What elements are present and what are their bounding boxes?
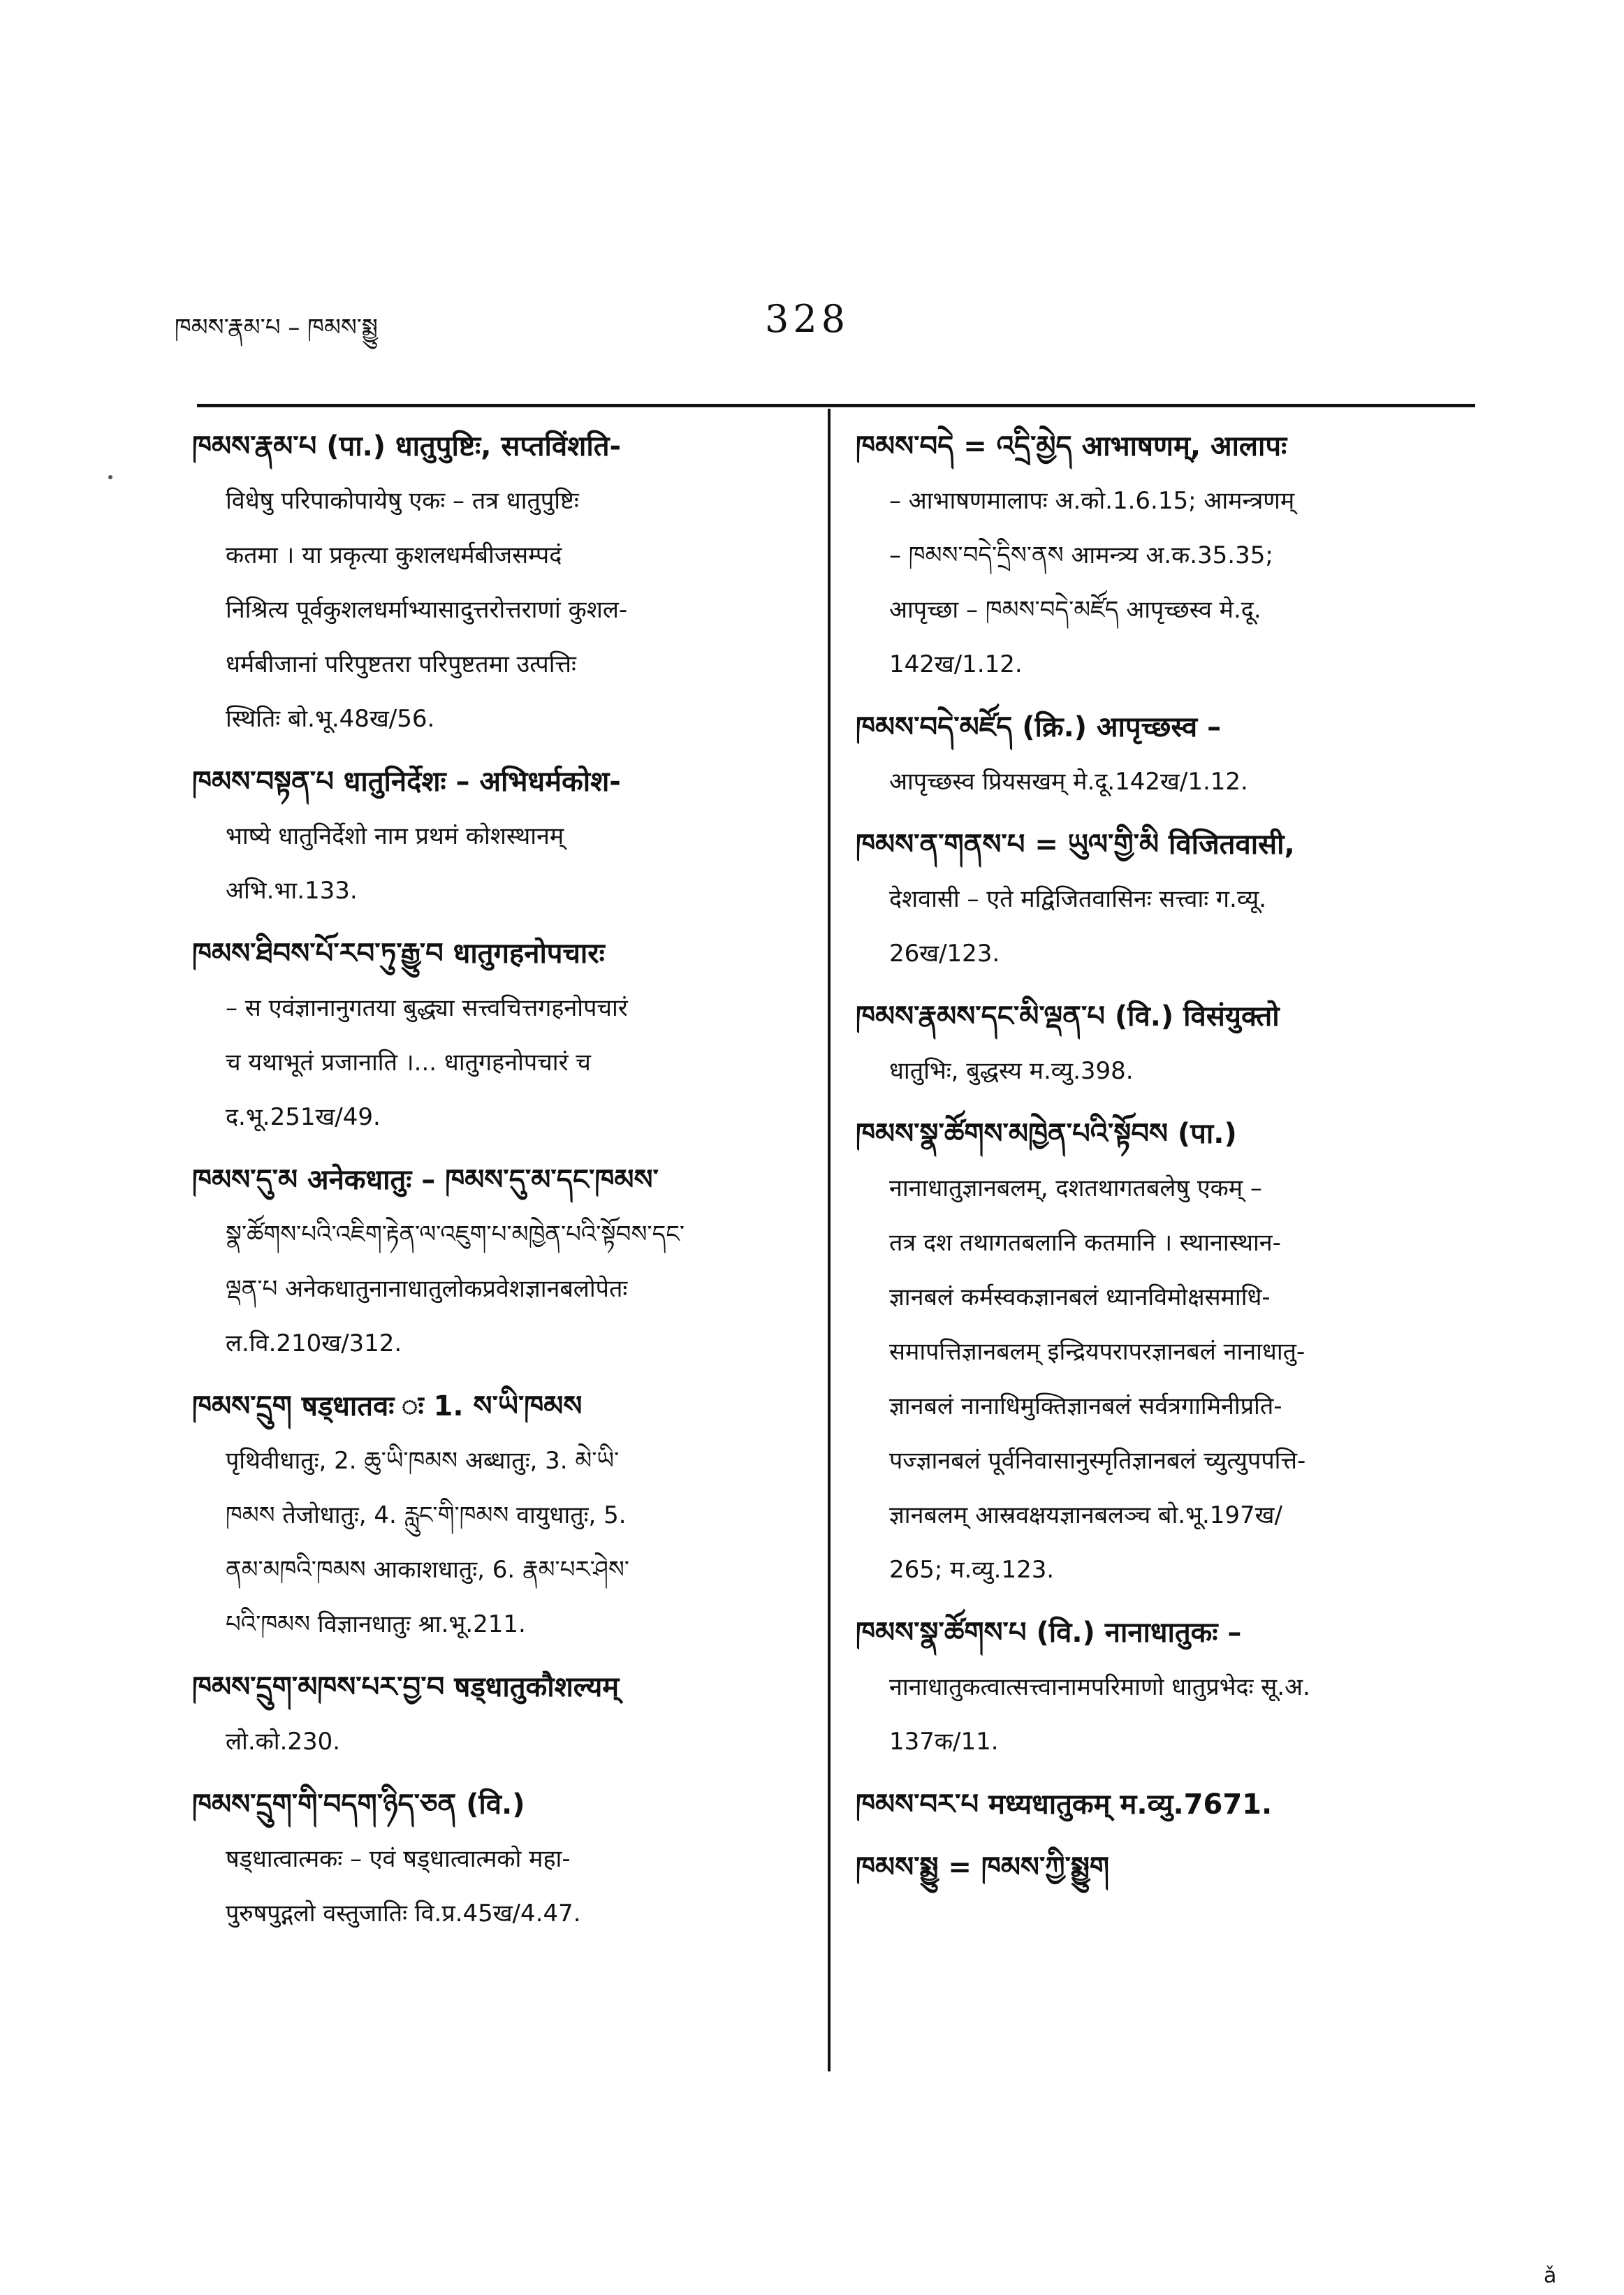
- dictionary-entry: [192, 1660, 807, 1769]
- entry-text-line: धातुभिः, बुद्धस्य म.व्यु.398.: [889, 1057, 1134, 1085]
- corner-mark: ǎ: [1544, 2264, 1557, 2288]
- entry-text-line: नानाधातुज्ञानबलम्, दशतथागतबलेषु एकम् –: [889, 1174, 1262, 1202]
- dictionary-entry: [856, 1840, 1470, 1895]
- entry-headword-line: ཁམས་ཐིབས་པོ་རབ་ཏུ་རྒྱུ་བ धातुगहनोपचारः: [192, 938, 605, 970]
- dictionary-entry: [856, 419, 1470, 692]
- entry-text-line: 26ख/123.: [889, 940, 1000, 968]
- entry-headword-line: ཁམས་སྨྱུ = ཁམས་ཀྱི་སྨྱུག: [856, 1851, 1110, 1884]
- dictionary-entry: [192, 419, 807, 746]
- entry-text-line: आपृच्छा – ཁམས་བདེ་མཛོད आपृच्छस्व मे.दू.: [889, 596, 1261, 624]
- dictionary-entry: [856, 817, 1470, 981]
- entry-text-line: स्थितिः बो.भू.48ख/56.: [226, 705, 435, 733]
- entry-text-line: विधेषु परिपाकोपायेषु एकः – तत्र धातुपुष्टिः: [226, 487, 579, 515]
- entry-headword-line: ཁམས་བསྟན་པ धातुनिर्देशः – अभिधर्मकोश-: [192, 766, 621, 798]
- entry-headword-line: ཁམས་བདེ = འདྲི་མྱེད आभाषणम्, आलापः: [856, 430, 1287, 462]
- left-column: [192, 419, 807, 1949]
- entry-text-line: नानाधातुकत्वात्सत्त्वानामपरिमाणो धातुप्रभेदः सू.अ.: [889, 1673, 1310, 1701]
- entry-text-line: པའི་ཁམས विज्ञानधातुः श्रा.भू.211.: [226, 1610, 526, 1638]
- dictionary-entry: [856, 1107, 1470, 1597]
- entry-text-line: – स एवंज्ञानानुगतया बुद्ध्या सत्त्वचित्तगहनोपचारं: [226, 994, 628, 1022]
- dictionary-entry: [856, 1605, 1470, 1769]
- entry-headword-line: ཁམས་སྣ་ཚོགས་པ (वि.) नानाधातुकः –: [856, 1617, 1242, 1649]
- entry-text-line: षड्धात्वात्मकः – एवं षड्धात्वात्मको महा-: [226, 1845, 571, 1873]
- entry-text-line: भाष्ये धातुनिर्देशो नाम प्रथमं कोशस्थानम्: [226, 822, 564, 850]
- entry-text-line: ज्ञानबलं नानाधिमुक्तिज्ञानबलं सर्वत्रगामिनीप्रति-: [889, 1392, 1282, 1420]
- entry-text-line: तत्र दश तथागतबलानि कतमानि । स्थानास्थान-: [889, 1229, 1281, 1257]
- entry-headword-line: ཁམས་རྣམས་དང་མི་ལྡན་པ (वि.) विसंयुक्तो: [856, 1000, 1280, 1033]
- entry-text-line: च यथाभूतं प्रजानाति ।... धातुगहनोपचारं च: [226, 1049, 591, 1077]
- entry-text-line: पुरुषपुद्गलो वस्तुजातिः वि.प्र.45ख/4.47.: [226, 1900, 581, 1928]
- entry-text-line: देशवासी – एते मद्विजितवासिनः सत्त्वाः ग.व्यू.: [889, 885, 1267, 913]
- header-rule: [197, 404, 1475, 407]
- entry-headword-line: ཁམས་རྣམ་པ (पा.) धातुपुष्टिः, सप्तविंशति-: [192, 430, 622, 462]
- entry-text-line: 142ख/1.12.: [889, 650, 1023, 678]
- dictionary-entry: [192, 1379, 807, 1652]
- dictionary-entry: [192, 1153, 807, 1371]
- entry-text-line: ལྡན་པ अनेकधातुनानाधातुलोकप्रवेशज्ञानबलोपेतः: [226, 1275, 628, 1303]
- entry-headword-line: ཁམས་དུ་མ अनेकधातुः – ཁམས་དུ་མ་དང་ཁམས་: [192, 1164, 659, 1196]
- entry-headword-line: ཁམས་ན་གནས་པ = ཡུལ་གྱི་མི विजितवासी,: [856, 829, 1295, 861]
- column-divider: [828, 409, 831, 2071]
- entry-text-line: ज्ञानबलम् आस्रवक्षयज्ञानबलञ्च बो.भू.197ख/: [889, 1501, 1282, 1529]
- entry-headword-line: ཁམས་སྣ་ཚོགས་མཁྱེན་པའི་སྟོབས (पा.): [856, 1118, 1237, 1150]
- dictionary-entry: [856, 1777, 1470, 1832]
- entry-text-line: पज्ज्ञानबलं पूर्वनिवासानुस्मृतिज्ञानबलं च्युत्युपपत्ति-: [889, 1447, 1306, 1475]
- entry-text-line: समापत्तिज्ञानबलम् इन्द्रियपरापरज्ञानबलं नानाधातु-: [889, 1338, 1305, 1366]
- entry-text-line: निश्रित्य पूर्वकुशलधर्माभ्यासादुत्तरोत्तराणां कुशल-: [226, 596, 628, 624]
- entry-text-line: पृथिवीधातुः, 2. ཆུ་ཡི་ཁམས अब्धातुः, 3. མེ་ཡི་: [226, 1447, 620, 1475]
- entry-text-line: ཁམས तेजोधातुः, 4. རླུང་གི་ཁམས वायुधातुः, 5.: [226, 1501, 627, 1529]
- dictionary-entry: [856, 989, 1470, 1098]
- entry-text-line: आपृच्छस्व प्रियसखम् मे.दू.142ख/1.12.: [889, 768, 1248, 796]
- entry-text-line: 265; म.व्यु.123.: [889, 1556, 1055, 1584]
- page-number: 328: [765, 297, 850, 341]
- entry-text-line: लो.को.230.: [226, 1728, 341, 1756]
- entry-headword-line: ཁམས་བདེ་མཛོད (क्रि.) आपृच्छस्व –: [856, 711, 1222, 743]
- entry-text-line: द.भू.251ख/49.: [226, 1103, 381, 1131]
- dictionary-entry: [192, 926, 807, 1144]
- right-column: [856, 419, 1470, 1903]
- running-head: ཁམས་རྣམ་པ – ཁམས་སྨྱུ: [175, 314, 378, 342]
- entry-text-line: ज्ञानबलं कर्मस्वकज्ञानबलं ध्यानविमोक्षसमाधि-: [889, 1283, 1271, 1311]
- entry-text-line: ल.वि.210ख/312.: [226, 1329, 402, 1357]
- entry-text-line: 137क/11.: [889, 1728, 999, 1756]
- entry-headword-line: ཁམས་དྲུག་མཁས་པར་བྱ་བ षड्धातुकौशल्यम्: [192, 1671, 620, 1703]
- dictionary-entry: [856, 700, 1470, 809]
- dictionary-entry: [192, 1777, 807, 1941]
- entry-text-line: – आभाषणमालापः अ.को.1.6.15; आमन्त्रणम्: [889, 487, 1295, 515]
- margin-dot: [108, 475, 112, 479]
- entry-headword-line: ཁམས་དྲུག षड्धातवः ः 1. ས་ཡི་ཁམས: [192, 1390, 583, 1422]
- entry-headword-line: ཁམས་དྲུག་གི་བདག་ཉིད་ཅན (वि.): [192, 1788, 525, 1821]
- entry-text-line: अभि.भा.133.: [226, 877, 358, 905]
- entry-text-line: ནམ་མཁའི་ཁམས आकाशधातुः, 6. རྣམ་པར་ཤེས་: [226, 1556, 629, 1584]
- entry-text-line: སྣ་ཚོགས་པའི་འཇིག་རྟེན་ལ་འཇུག་པ་མཁྱེན་པའི་སྟོབས་དང་: [226, 1221, 685, 1248]
- entry-text-line: कतमा । या प्रकृत्या कुशलधर्मबीजसम्पदं: [226, 541, 562, 569]
- entry-text-line: – ཁམས་བདེ་དྲིས་ནས आमन्त्र्य अ.क.35.35;: [889, 541, 1273, 569]
- dictionary-entry: [192, 755, 807, 918]
- entry-headword-line: ཁམས་བར་པ मध्यधातुकम् म.व्यु.7671.: [856, 1788, 1273, 1821]
- entry-text-line: धर्मबीजानां परिपुष्टतरा परिपुष्टतमा उत्पत्तिः: [226, 650, 576, 678]
